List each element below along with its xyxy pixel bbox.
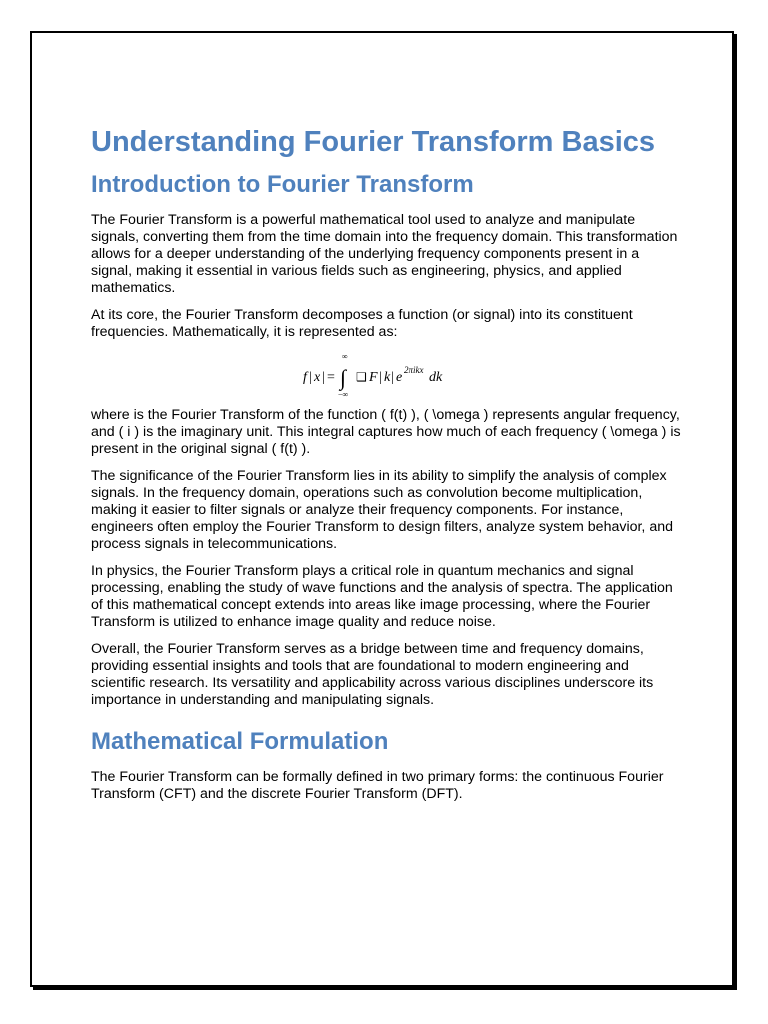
formula-integral-sign: ∫	[340, 365, 347, 390]
intro-paragraph-2: At its core, the Fourier Transform decomposes a function (or signal) into its constituent frequencies. Mathematically, it is represented as:	[91, 307, 633, 340]
formula-exponent: 2πikx	[404, 365, 424, 375]
intro-paragraph-1: The Fourier Transform is a powerful mathematical tool used to analyze and manipulate signals, converting them from the time domain into the frequency domain. This transformation allows for a deeper understanding of the underlying frequency components present in a signal, making it essential in various fields such as engineering, physics, and applied mathematics.	[91, 212, 678, 296]
formula-lhs-f: f	[303, 370, 307, 385]
document-content	[91, 125, 681, 813]
formula-paren2-close: |	[391, 370, 394, 385]
formula-lhs-x: x	[314, 370, 321, 385]
formula-paren2-open: |	[379, 370, 382, 385]
formula-paren-open: |	[309, 370, 312, 385]
section-heading-introduction: Introduction to Fourier Transform	[91, 171, 474, 198]
formula-paren-close: |	[322, 370, 325, 385]
formula-e: e	[396, 370, 403, 385]
formula-k: k	[384, 370, 391, 385]
formula-int-lower: −∞	[338, 390, 349, 399]
document-page	[30, 31, 734, 987]
document-title: Understanding Fourier Transform Basics	[91, 126, 656, 158]
intro-paragraph-3: where is the Fourier Transform of the function ( f(t) ), ( \omega ) represents angular frequency, and ( i ) is the imaginary unit. This integral captures how much of each frequency ( \omega ) is present in the original signal ( f(t) ).	[91, 407, 681, 457]
intro-paragraph-5: In physics, the Fourier Transform plays a critical role in quantum mechanics and signal processing, enabling the study of wave functions and the analysis of spectra. The application of this mathematical concept extends into areas like image processing, where the Fourier Transform is utilized to enhance image quality and reduce noise.	[91, 563, 673, 630]
intro-paragraph-6: Overall, the Fourier Transform serves as a bridge between time and frequency domains, providing essential insights and tools that are foundational to modern engineering and scientific research. Its versatility and applicability across various disciplines underscore its importance in understanding and manipulating signals.	[91, 641, 654, 708]
fourier-formula	[91, 351, 681, 401]
intro-paragraph-4: The significance of the Fourier Transform lies in its ability to simplify the analysis of complex signals. In the frequency domain, operations such as convolution become multiplication, making it easier to filter signals or analyze their frequency components. For instance, engineers often employ the Fourier Transform to design filters, analyze system behavior, and process signals in telecommunications.	[91, 468, 673, 552]
formula-int-upper: ∞	[342, 352, 348, 361]
formula-F: F	[369, 370, 378, 385]
formula-box: ❑	[356, 370, 367, 384]
section-heading-mathematical-formulation: Mathematical Formulation	[91, 728, 389, 755]
formula-dk: dk	[429, 370, 443, 385]
formula-equals: =	[327, 370, 335, 385]
formulation-paragraph-1: The Fourier Transform can be formally defined in two primary forms: the continuous Fourier Transform (CFT) and the discrete Fourier Transform (DFT).	[91, 769, 664, 802]
formula-graphic	[301, 351, 461, 401]
